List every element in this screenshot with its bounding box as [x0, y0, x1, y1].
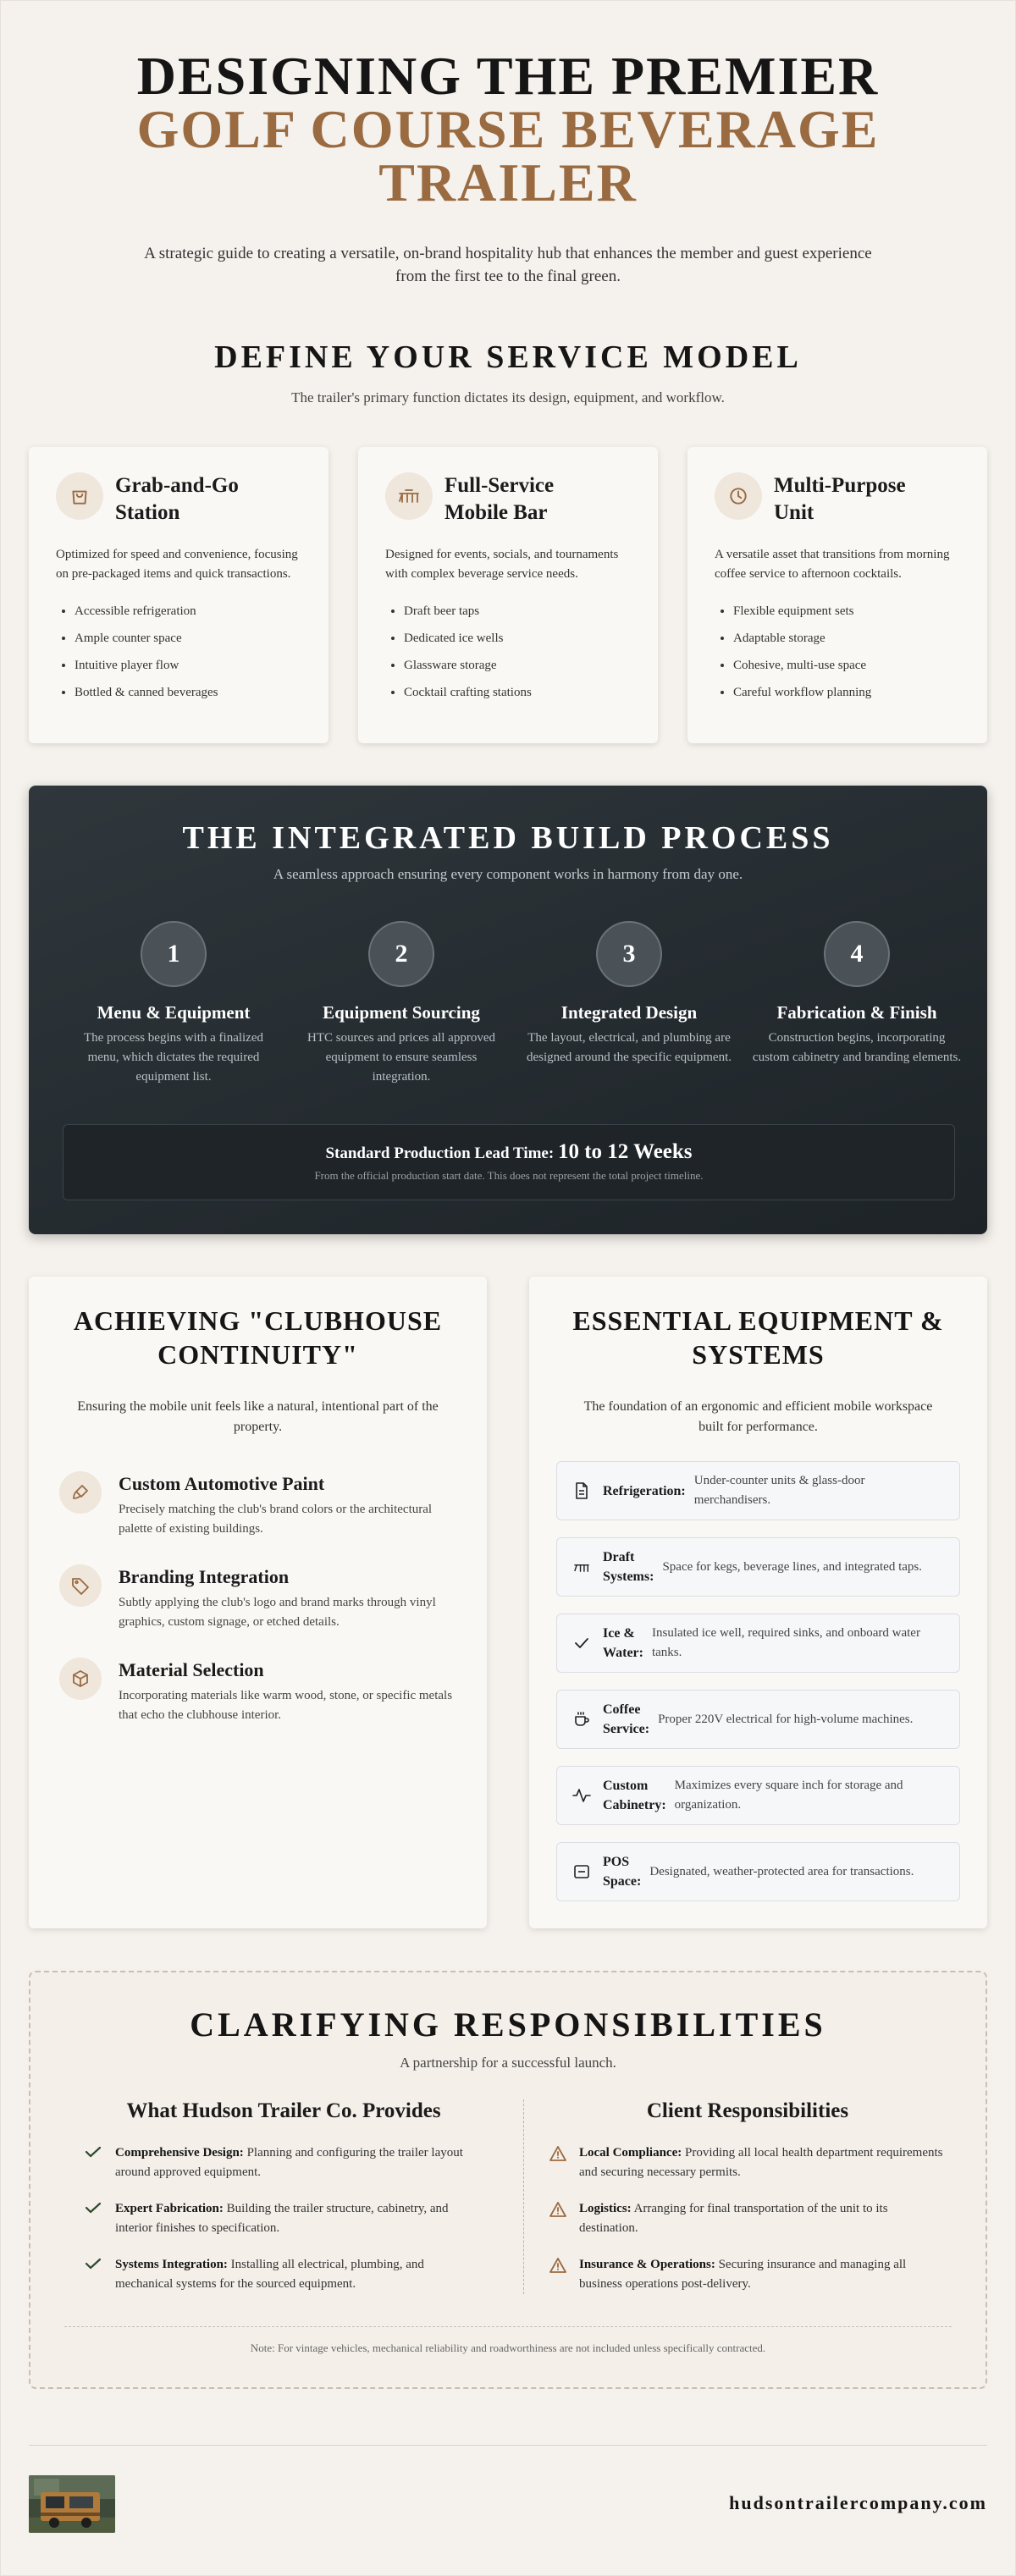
equipment-description: Under-counter units & glass-door merchandisers. — [693, 1474, 865, 1507]
equipment-item-draft — [556, 1537, 960, 1597]
list-item: • Flexible equipment sets — [733, 598, 960, 625]
pos-terminal-icon — [572, 1864, 591, 1879]
equipment-name: POS Space: — [603, 1855, 642, 1889]
step-number: 2 — [368, 921, 434, 987]
list-item: • Bottled & canned beverages — [75, 679, 301, 706]
client-item: Logistics: Arranging for final transportation of the unit to its destination. — [549, 2199, 947, 2238]
feature-title: Material Selection — [119, 1659, 264, 1680]
responsibilities-title: CLARIFYING RESPONSIBILITIES — [190, 2005, 826, 2044]
card-title: Full-Service Mobile Bar — [444, 474, 555, 524]
card-title: Multi-Purpose Unit — [774, 474, 906, 524]
column-divider — [523, 2099, 524, 2294]
provider-item: Systems Integration: Installing all electrical, plumbing, and mechanical systems for the sourced equipment. — [85, 2255, 483, 2294]
step-description: HTC sources and prices all approved equipment to ensure seamless integration. — [306, 1031, 495, 1084]
list-item: • Cocktail crafting stations — [404, 679, 631, 706]
lead-time: Standard Production Lead Time: 10 to 12 Weeks — [325, 1140, 693, 1163]
card-title: Grab-and-Go Station — [115, 474, 239, 524]
card-feature-list — [385, 598, 631, 706]
list-item: • Accessible refrigeration — [75, 598, 301, 625]
card-description: Optimized for speed and convenience, focusing on pre-packaged items and quick transactions. — [56, 548, 298, 581]
build-step-1 — [68, 921, 279, 1087]
feature-title: Custom Automotive Paint — [119, 1473, 325, 1494]
shopping-bag-icon — [56, 472, 103, 520]
step-number: 1 — [141, 921, 207, 987]
build-process-subtitle: A seamless approach ensuring every component works in harmony from day one. — [273, 866, 743, 882]
check-icon — [572, 1636, 591, 1650]
service-model-title: DEFINE YOUR SERVICE MODEL — [214, 339, 802, 375]
paint-brush-icon — [59, 1471, 102, 1514]
client-column — [549, 2099, 947, 2311]
title-line-1: DESIGNING THE PREMIER — [136, 46, 880, 106]
note-divider — [64, 2326, 952, 2327]
continuity-subtitle: Ensuring the mobile unit feels like a natural, intentional part of the property. — [77, 1399, 439, 1434]
list-item: • Draft beer taps — [404, 598, 631, 625]
equipment-item-ice-water — [556, 1613, 960, 1673]
step-description: Construction begins, incorporating custom cabinetry and branding elements. — [752, 1031, 962, 1064]
provider-title: What Hudson Trailer Co. Provides — [126, 2099, 441, 2122]
feature-description: Incorporating materials like warm wood, stone, or specific metals that echo the clubhouse interior. — [119, 1689, 453, 1722]
equipment-panel — [529, 1277, 987, 1928]
equipment-subtitle: The foundation of an ergonomic and efficient mobile workspace built for performance. — [583, 1399, 933, 1434]
feature-description: Subtly applying the club's logo and brand marks through vinyl graphics, custom signage, or etched details. — [119, 1596, 436, 1629]
feature-custom-paint — [59, 1471, 456, 1539]
card-feature-list — [715, 598, 960, 706]
build-process-title: THE INTEGRATED BUILD PROCESS — [182, 820, 834, 856]
client-item: Local Compliance: Providing all local health department requirements and securing necessary permits. — [549, 2143, 947, 2182]
step-title: Equipment Sourcing — [323, 1002, 480, 1023]
check-icon — [85, 2143, 107, 2163]
list-item: • Glassware storage — [404, 652, 631, 679]
client-title: Client Responsibilities — [646, 2099, 849, 2122]
provider-column — [85, 2099, 483, 2311]
service-card-multi-purpose — [687, 447, 987, 743]
continuity-panel — [29, 1277, 487, 1928]
equipment-item-cabinetry — [556, 1766, 960, 1825]
continuity-title: ACHIEVING "CLUBHOUSE CONTINUITY" — [73, 1305, 443, 1370]
feature-title: Branding Integration — [119, 1566, 290, 1587]
service-card-grab-and-go — [29, 447, 329, 743]
equipment-description: Space for kegs, beverage lines, and integrated taps. — [662, 1559, 922, 1574]
activity-icon — [572, 1788, 591, 1803]
list-item: • Adaptable storage — [733, 625, 960, 652]
cube-icon — [59, 1658, 102, 1700]
equipment-item-refrigeration — [556, 1461, 960, 1520]
equipment-name: Custom Cabinetry: — [603, 1779, 666, 1812]
warning-icon — [549, 2143, 571, 2166]
trailer-photo — [29, 2475, 115, 2533]
responsibilities-subtitle: A partnership for a successful launch. — [400, 2055, 616, 2071]
list-item: • Careful workflow planning — [733, 679, 960, 706]
equipment-name: Refrigeration: — [603, 1483, 686, 1498]
feature-branding — [59, 1564, 456, 1632]
list-item: • Ample counter space — [75, 625, 301, 652]
page-title — [0, 46, 1016, 212]
lead-time-box — [63, 1124, 955, 1200]
step-description: The layout, electrical, and plumbing are designed around the specific equipment. — [526, 1031, 732, 1064]
equipment-description: Designated, weather-protected area for transactions. — [649, 1864, 914, 1878]
card-description: Designed for events, socials, and tournaments with complex beverage service needs. — [385, 548, 619, 581]
footer-divider — [29, 2445, 987, 2446]
equipment-description: Insulated ice well, required sinks, and onboard water tanks. — [651, 1626, 920, 1659]
build-step-4 — [751, 921, 963, 1067]
warning-icon — [549, 2255, 571, 2278]
tap-icon — [385, 472, 433, 520]
document-icon — [572, 1482, 591, 1499]
step-description: The process begins with a finalized menu, which dictates the required equipment list. — [83, 1031, 263, 1084]
provider-item: Expert Fabrication: Building the trailer structure, cabinetry, and interior finishes to specification. — [85, 2199, 483, 2238]
responsibilities-note: Note: For vintage vehicles, mechanical reliability and roadworthiness are not included unless specifically contracted. — [250, 2342, 766, 2354]
service-model-subtitle: The trailer's primary function dictates its design, equipment, and workflow. — [291, 389, 725, 405]
equipment-name: Draft Systems: — [603, 1550, 654, 1584]
list-item: • Intuitive player flow — [75, 652, 301, 679]
equipment-description: Maximizes every square inch for storage and organization. — [674, 1779, 903, 1812]
build-process-panel — [29, 786, 987, 1234]
service-card-full-service — [358, 447, 658, 743]
step-number: 3 — [596, 921, 662, 987]
tag-icon — [59, 1564, 102, 1607]
title-line-2: GOLF COURSE BEVERAGE — [136, 99, 880, 159]
equipment-title: ESSENTIAL EQUIPMENT & SYSTEMS — [572, 1305, 944, 1370]
equipment-description: Proper 220V electrical for high-volume machines. — [658, 1712, 914, 1726]
coffee-cup-icon — [572, 1711, 591, 1728]
feature-materials — [59, 1658, 456, 1725]
lead-time-value: 10 to 12 Weeks — [557, 1140, 693, 1163]
check-icon — [85, 2255, 107, 2275]
check-icon — [85, 2199, 107, 2219]
warning-icon — [549, 2199, 571, 2222]
equipment-item-pos — [556, 1842, 960, 1901]
step-title: Integrated Design — [560, 1002, 698, 1023]
feature-description: Precisely matching the club's brand colors or the architectural palette of existing buildings. — [119, 1503, 433, 1536]
equipment-item-coffee — [556, 1690, 960, 1749]
step-number: 4 — [824, 921, 890, 987]
build-step-2 — [295, 921, 507, 1087]
website-url[interactable]: hudsontrailercompany.com — [729, 2492, 987, 2513]
step-title: Menu & Equipment — [97, 1002, 251, 1023]
step-title: Fabrication & Finish — [776, 1002, 937, 1023]
build-step-3 — [523, 921, 735, 1067]
equipment-name: Coffee Service: — [603, 1702, 650, 1736]
clock-icon — [715, 472, 762, 520]
tap-icon — [572, 1560, 591, 1574]
provider-item: Comprehensive Design: Planning and configuring the trailer layout around approved equipment. — [85, 2143, 483, 2182]
title-line-3: TRAILER — [378, 152, 638, 212]
card-description: A versatile asset that transitions from morning coffee service to afternoon cocktails. — [715, 548, 950, 581]
client-item: Insurance & Operations: Securing insurance and managing all business operations post-delivery. — [549, 2255, 947, 2294]
equipment-name: Ice & Water: — [603, 1626, 643, 1660]
list-item: • Cohesive, multi-use space — [733, 652, 960, 679]
list-item: • Dedicated ice wells — [404, 625, 631, 652]
card-feature-list — [56, 598, 301, 706]
page-subtitle: A strategic guide to creating a versatile, on-brand hospitality hub that enhances the member and guest experience from the first tee to the final green. — [144, 245, 872, 285]
lead-time-note: From the official production start date. This does not represent the total project timeline. — [314, 1169, 704, 1182]
responsibilities-panel — [29, 1971, 987, 2389]
